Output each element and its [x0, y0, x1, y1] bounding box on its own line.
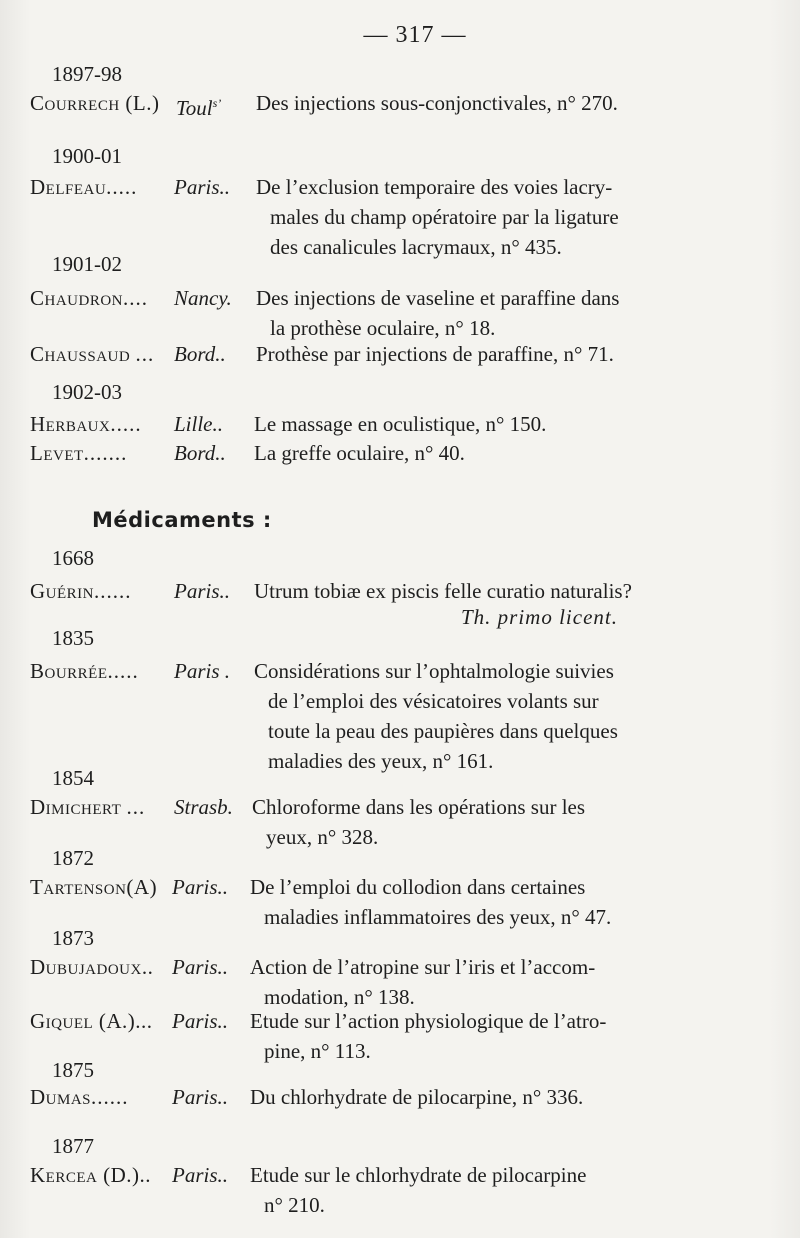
entry-description: [256, 339, 762, 369]
description-line: Du chlorhydrate de pilocarpine, n° 336.: [250, 1085, 584, 1109]
description-line: Chloroforme dans les opérations sur les: [252, 795, 586, 819]
leader-dots: ...: [135, 342, 155, 366]
year-heading: 1897-98: [52, 62, 122, 86]
author-name: [30, 339, 154, 369]
city-name: Bord..: [174, 441, 226, 465]
author-text: Dimichert: [30, 795, 122, 819]
leader-dots: ...: [126, 795, 146, 819]
entry-description: [256, 172, 762, 262]
author-name: [30, 656, 139, 686]
description-line: Etude sur l’action physiologique de l’atro-: [250, 1009, 607, 1033]
author-name: [30, 283, 148, 313]
description-line: De l’exclusion temporaire des voies lacry-: [256, 175, 613, 199]
entry-description: [254, 576, 762, 606]
leader-dots: .....: [106, 175, 138, 199]
description-line: Considérations sur l’ophtalmologie suivies: [254, 659, 614, 683]
author-name: [30, 172, 137, 202]
entry-description: [250, 952, 762, 1012]
leader-dots: .......: [83, 441, 128, 465]
author-name: [30, 438, 127, 468]
description-line: la prothèse oculaire, n° 18.: [270, 316, 496, 340]
description-line: Prothèse par injections de paraffine, n° 71.: [256, 342, 614, 366]
description-line: n° 210.: [264, 1193, 325, 1217]
city-superscript: s’: [212, 96, 222, 110]
year-heading: 1872: [52, 846, 94, 870]
city-name: Paris..: [172, 875, 229, 899]
entry-description: [256, 283, 762, 343]
author-text: Guérin: [30, 579, 94, 603]
author-name: Dubujadoux..: [30, 955, 154, 979]
year-heading: 1854: [52, 766, 94, 790]
description-line: De l’emploi du collodion dans certaines: [250, 875, 586, 899]
year-heading: 1902-03: [52, 380, 122, 404]
description-line: Des injections sous-conjonctivales, n° 270.: [256, 91, 618, 115]
section-title: Médicaments :: [92, 508, 272, 532]
leader-dots: .....: [107, 659, 139, 683]
year-heading: 1875: [52, 1058, 94, 1082]
city-name: Paris..: [174, 175, 231, 199]
city-name: Lille..: [174, 412, 224, 436]
thesis-note: Th. primo licent.: [461, 605, 618, 629]
description-line: Le massage en oculistique, n° 150.: [254, 412, 547, 436]
leader-dots: .....: [110, 412, 142, 436]
entry-description: [250, 1006, 762, 1066]
entry-description: [256, 88, 762, 118]
page-number: — 317 —: [363, 22, 467, 48]
author-name: [30, 409, 142, 439]
author-text: Levet: [30, 441, 84, 465]
author-text: Dumas: [30, 1085, 92, 1109]
description-line: yeux, n° 328.: [266, 825, 379, 849]
year-heading: 1900-01: [52, 144, 122, 168]
author-name: [30, 792, 145, 822]
year-heading: 1901-02: [52, 252, 122, 276]
description-line: Etude sur le chlorhydrate de pilocarpine: [250, 1163, 587, 1187]
city-name: Paris..: [172, 1085, 229, 1109]
year-heading: 1668: [52, 546, 94, 570]
city-name: Strasb.: [174, 795, 233, 819]
description-line: La greffe oculaire, n° 40.: [254, 441, 465, 465]
entry-description: [250, 1082, 762, 1112]
city-name: [176, 88, 221, 123]
author-name: Tartenson(A): [30, 875, 158, 899]
author-name: Giquel (A.)...: [30, 1009, 153, 1033]
author-name: [30, 576, 132, 606]
city-name: Paris .: [174, 659, 231, 683]
city-name: Paris..: [172, 1163, 229, 1187]
entry-description: [250, 1160, 762, 1220]
entry-description: [254, 656, 762, 776]
description-line: des canalicules lacrymaux, n° 435.: [270, 235, 562, 259]
leader-dots: ......: [91, 1085, 129, 1109]
author-text: Herbaux: [30, 412, 111, 436]
author-text: Chaudron: [30, 286, 124, 310]
author-text: Chaussaud: [30, 342, 131, 366]
entry-description: [252, 792, 762, 852]
city-name: Paris..: [174, 579, 231, 603]
entry-description: [254, 409, 762, 439]
description-line: modation, n° 138.: [264, 985, 415, 1009]
leader-dots: ......: [94, 579, 132, 603]
author-text: Bourrée: [30, 659, 108, 683]
city-name: Paris..: [172, 1009, 229, 1033]
city-name: Bord..: [174, 342, 226, 366]
year-heading: 1873: [52, 926, 94, 950]
description-line: Utrum tobiæ ex piscis felle curatio naturalis?: [254, 579, 632, 603]
description-line: maladies inflammatoires des yeux, n° 47.: [264, 905, 612, 929]
year-heading: 1877: [52, 1134, 94, 1158]
description-line: maladies des yeux, n° 161.: [268, 749, 494, 773]
city-name: Nancy.: [174, 286, 232, 310]
description-line: de l’emploi des vésicatoires volants sur: [268, 689, 599, 713]
author-name: Kercea (D.)..: [30, 1163, 151, 1187]
description-line: toute la peau des paupières dans quelques: [268, 719, 618, 743]
leader-dots: ....: [123, 286, 149, 310]
city-name: Paris..: [172, 955, 229, 979]
description-line: males du champ opératoire par la ligature: [270, 205, 619, 229]
entry-description: [250, 872, 762, 932]
author-name: [30, 1082, 129, 1112]
description-line: pine, n° 113.: [264, 1039, 371, 1063]
description-line: Des injections de vaseline et paraffine dans: [256, 286, 620, 310]
year-heading: 1835: [52, 626, 94, 650]
description-line: Action de l’atropine sur l’iris et l’accom-: [250, 955, 596, 979]
author-name: Courrech (L.): [30, 91, 160, 115]
entry-description: [254, 438, 762, 468]
city-text: Toul: [176, 96, 213, 120]
author-text: Delfeau: [30, 175, 107, 199]
